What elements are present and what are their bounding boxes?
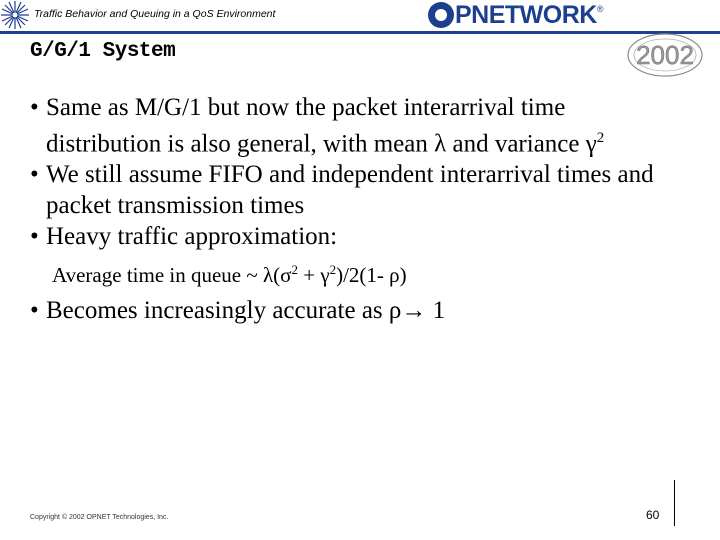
bullet-1 [30,92,670,159]
bullet-dot: • [30,94,39,121]
bullet-dot: • [30,223,39,251]
page-number-rule [674,480,675,526]
formula-suffix: )/2(1- ρ) [336,263,407,288]
registered-mark: ® [596,4,604,14]
bullet-superscript: 2 [596,130,605,146]
formula-sup-1: 2 [291,262,298,278]
formula-prefix: Average time in queue ~ λ(σ [52,263,292,288]
bullet-3 [30,221,670,252]
header-bar [0,0,720,32]
page-number: 60 [646,508,660,522]
bullet-dot: • [30,297,39,325]
opnet-o-icon [428,2,454,28]
opnetwork-logo [428,2,603,28]
slide-title: G/G/1 System [30,40,176,63]
bullet-text: We still assume FIFO and independent interarrival times and packet transmission times [46,161,654,220]
queue-time-formula [30,256,670,289]
starburst-logo-icon [0,0,30,30]
bullet-text: Becomes increasingly accurate as ρ→ 1 [46,297,446,325]
slide-body [30,92,670,326]
bullet-4 [30,295,670,326]
brand-text: PNETWORK [455,1,597,29]
year-text: 2002 [636,40,694,70]
formula-mid: + γ [297,263,330,288]
year-2002-badge [626,32,704,78]
header-divider [0,31,720,34]
presentation-title: Traffic Behavior and Queuing in a QoS Environment [34,8,276,20]
bullet-text: Heavy traffic approximation: [46,223,338,251]
bullet-text: Same as M/G/1 but now the packet interarrival time distribution is also general, with mean λ and variance γ [46,94,597,158]
bullet-2 [30,159,670,221]
bullet-dot: • [30,161,39,189]
formula-sup-2: 2 [329,262,337,278]
copyright-notice: Copyright © 2002 OPNET Technologies, Inc. [30,514,169,521]
